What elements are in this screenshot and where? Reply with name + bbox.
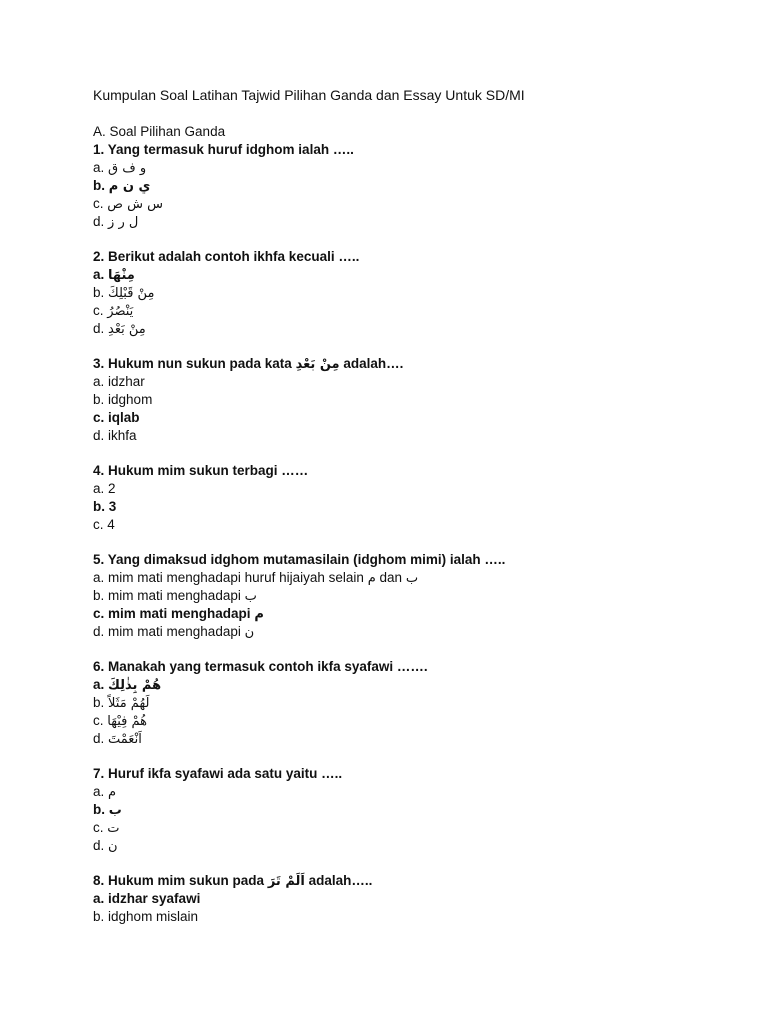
answer-option (93, 480, 693, 498)
option-text: ikhfa (108, 428, 137, 443)
question-text (93, 658, 693, 676)
question-text (93, 462, 693, 480)
arabic-word: اَلَمْ تَرَ (267, 874, 305, 889)
option-letter: b. (93, 178, 105, 193)
option-letter: a. (93, 677, 105, 692)
question-stem: Berikut adalah contoh ikhfa kecuali ….. (108, 249, 360, 264)
question-text (93, 765, 693, 783)
option-letter: d. (93, 624, 105, 639)
answer-option (93, 783, 693, 801)
question-2 (93, 248, 693, 338)
option-letter: b. (93, 802, 105, 817)
question-4 (93, 462, 693, 534)
option-text: idzhar syafawi (108, 891, 201, 906)
question-stem: Manakah yang termasuk contoh ikfa syafawi ……. (108, 659, 428, 674)
option-letter: a. (93, 267, 105, 282)
option-arabic: ت (107, 821, 120, 836)
option-letter: a. (93, 374, 105, 389)
question-8 (93, 872, 693, 926)
option-text: iqlab (108, 410, 140, 425)
answer-option (93, 694, 693, 712)
question-stem: Yang dimaksud idghom mutamasilain (idghom mimi) ialah ….. (107, 552, 506, 567)
option-arabic: مِنْهَا (108, 268, 135, 283)
section-title: A. Soal Pilihan Ganda (93, 124, 226, 139)
option-letter: a. (93, 160, 105, 175)
answer-option (93, 587, 693, 605)
answer-option (93, 427, 693, 445)
answer-option (93, 730, 693, 748)
answer-option (93, 266, 693, 284)
option-letter: d. (93, 731, 105, 746)
question-stem-end: adalah….. (308, 873, 373, 888)
answer-option (93, 712, 693, 730)
option-letter: a. (93, 891, 105, 906)
question-text (93, 248, 693, 266)
question-number: 4. (93, 463, 105, 478)
option-arabic: و ف ق (108, 161, 147, 176)
option-letter: b. (93, 499, 105, 514)
answer-option (93, 195, 693, 213)
option-arabic: هُمْ بِذٰلِكَ (108, 678, 162, 693)
option-letter: d. (93, 214, 105, 229)
question-number: 2. (93, 249, 105, 264)
answer-option (93, 837, 693, 855)
option-letter: d. (93, 321, 105, 336)
question-7 (93, 765, 693, 855)
answer-option (93, 516, 693, 534)
question-number: 5. (93, 552, 105, 567)
option-letter: b. (93, 392, 105, 407)
option-arabic: ن (108, 839, 118, 854)
answer-option (93, 373, 693, 391)
option-arabic: م (367, 571, 376, 586)
option-text: idzhar (108, 374, 145, 389)
answer-option (93, 623, 693, 641)
answer-option (93, 890, 693, 908)
option-text: idghom mislain (108, 909, 199, 924)
option-arabic: ب (405, 571, 419, 586)
document-title: Kumpulan Soal Latihan Tajwid Pilihan Ganda dan Essay Untuk SD/MI (93, 87, 525, 103)
question-number: 7. (93, 766, 105, 781)
question-text (93, 355, 693, 373)
question-3 (93, 355, 693, 445)
option-letter: a. (93, 570, 105, 585)
option-text: 4 (107, 517, 115, 532)
answer-option (93, 177, 693, 195)
option-arabic: ل ر ز (108, 215, 139, 230)
question-6 (93, 658, 693, 748)
answer-option (93, 801, 693, 819)
option-letter: b. (93, 588, 105, 603)
option-letter: d. (93, 428, 105, 443)
option-text: mim mati menghadapi (108, 624, 241, 639)
option-letter: c. (93, 517, 104, 532)
option-letter: b. (93, 695, 105, 710)
option-arabic: ب (108, 803, 122, 818)
option-letter: a. (93, 784, 105, 799)
option-arabic: مِنْ قَبْلِكَ (108, 286, 155, 301)
option-letter: c. (93, 713, 104, 728)
option-text: idghom (108, 392, 153, 407)
option-letter: a. (93, 481, 105, 496)
question-5 (93, 551, 693, 641)
question-text (93, 551, 693, 569)
option-letter: b. (93, 909, 105, 924)
option-text: mim mati menghadapi (108, 606, 251, 621)
option-arabic: ي ن م (108, 179, 151, 194)
question-stem: Yang termasuk huruf idghom ialah ….. (107, 142, 354, 157)
option-text: 3 (108, 499, 117, 514)
arabic-word: مِنْ بَعْدِ (295, 357, 340, 372)
option-arabic: لَهُمْ مَثَلاً (108, 696, 150, 711)
option-text: 2 (108, 481, 116, 496)
answer-option (93, 676, 693, 694)
answer-option (93, 159, 693, 177)
question-stem-end: adalah…. (343, 356, 404, 371)
option-arabic: ب (244, 589, 257, 604)
option-arabic: مِنْ بَعْدِ (108, 322, 146, 337)
answer-option (93, 498, 693, 516)
question-1 (93, 141, 693, 231)
question-text (93, 141, 693, 159)
option-text: mim mati menghadapi huruf hijaiyah selain (108, 570, 364, 585)
question-number: 3. (93, 356, 105, 371)
option-letter: c. (93, 606, 105, 621)
question-text (93, 872, 693, 890)
question-number: 1. (93, 142, 105, 157)
option-arabic: اَنْعَمْتَ (108, 732, 142, 747)
question-number: 6. (93, 659, 105, 674)
option-letter: c. (93, 303, 104, 318)
answer-option (93, 302, 693, 320)
option-arabic: هُمْ فِيْهَا (107, 714, 148, 729)
answer-option (93, 320, 693, 338)
answer-option (93, 819, 693, 837)
question-stem: Hukum nun sukun pada kata (108, 356, 292, 371)
question-stem: Huruf ikfa syafawi ada satu yaitu ….. (108, 766, 343, 781)
question-number: 8. (93, 873, 105, 888)
question-stem: Hukum mim sukun pada (108, 873, 265, 888)
option-arabic: س ش ص (107, 197, 164, 212)
answer-option (93, 908, 693, 926)
option-letter: c. (93, 410, 105, 425)
option-letter: b. (93, 285, 105, 300)
option-arabic: م (254, 607, 264, 622)
option-arabic: م (108, 785, 117, 800)
option-letter: c. (93, 820, 104, 835)
answer-option (93, 213, 693, 231)
option-letter: c. (93, 196, 104, 211)
answer-option (93, 409, 693, 427)
answer-option (93, 284, 693, 302)
option-text: mim mati menghadapi (108, 588, 241, 603)
option-arabic: يَنْصُرُ (107, 304, 134, 319)
answer-option (93, 605, 693, 623)
answer-option (93, 569, 693, 587)
option-text: dan (379, 570, 403, 585)
answer-option (93, 391, 693, 409)
question-stem: Hukum mim sukun terbagi …… (108, 463, 309, 478)
option-letter: d. (93, 838, 105, 853)
option-arabic: ن (244, 625, 255, 640)
